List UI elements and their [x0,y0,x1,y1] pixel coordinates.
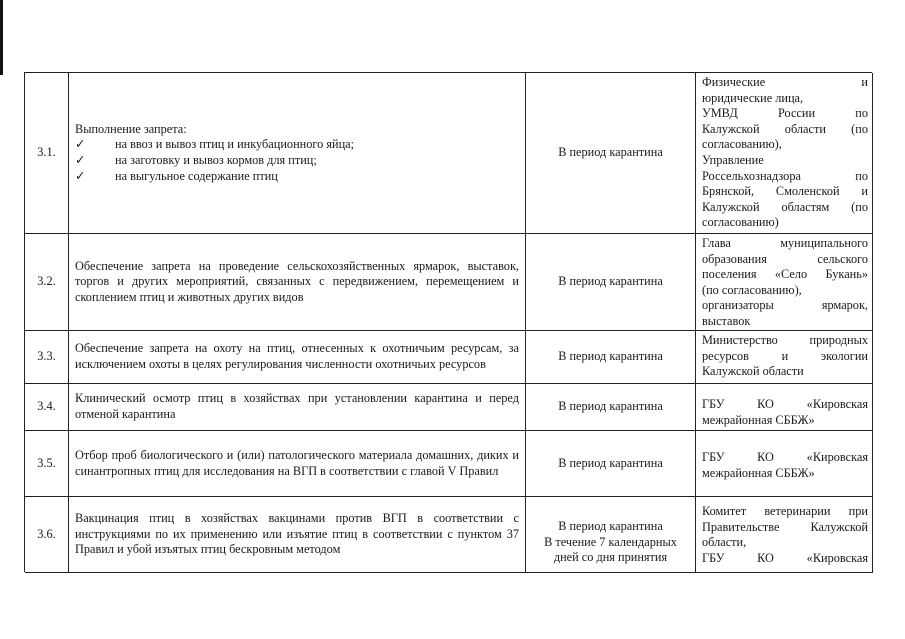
measures-table [24,72,872,572]
row-number: 3.3. [25,331,69,384]
responsible-line: поселения «Село Букань» [702,267,868,282]
responsible-line: ГБУ КО «Кировская [702,550,868,565]
period-cell [526,497,696,573]
row-number: 3.6. [25,497,69,573]
responsible-cell [696,73,873,234]
task-item [75,137,519,153]
period-cell: В период карантина [526,331,696,384]
responsible-line: Министерство природных [702,333,868,347]
task-text: Отбор проб биологического и (или) патологического материала домашних, диких и синантропных птиц для исследования на ВГП в соответствии с главой V Правил [75,447,519,478]
task-item-text: на ввоз и вывоз птиц и инкубационного яйца; [115,137,355,152]
task-text: Вакцинация птиц в хозяйствах вакцинами против ВГП в соответствии с инструкциями по их применению или изъятие птиц в соответствии с пунктом 37 Правил и убой изъятых птиц бескровным методом [75,511,519,557]
responsible-line: Физические и [702,75,868,89]
responsible-line: выставок [702,313,751,328]
responsible-line: Управление [702,152,764,167]
responsible-line: (по согласованию), [702,282,802,297]
responsible-line: Калужской областям (по [702,199,868,214]
responsible-line: ресурсов и экологии [702,348,868,363]
responsible-line: Калужской области [702,364,804,379]
task-cell [69,234,526,331]
row-number: 3.5. [25,431,69,497]
period-cell: В период карантина [526,384,696,431]
responsible-cell [696,234,873,331]
page-edge-mark [0,0,3,75]
responsible-line: Брянской, Смоленской и [702,184,868,199]
responsible-line: области, [702,535,747,550]
task-item [75,169,519,185]
responsible-line: межрайонная СББЖ» [702,465,815,480]
row-number: 3.1. [25,73,69,234]
responsible-line: ГБУ КО «Кировская [702,450,868,464]
period-line: дней со дня принятия [553,550,668,565]
task-item-text: на выгульное содержание птиц [115,168,278,183]
period-cell: В период карантина [526,431,696,497]
task-cell [69,497,526,573]
task-text: Обеспечение запрета на охоту на птиц, отнесенных к охотничьим ресурсам, за исключением охоты в целях регулирования численности охотничьих ресурсов [75,341,519,371]
task-item [75,153,519,169]
task-cell [69,73,526,234]
period-cell: В период карантина [526,73,696,234]
responsible-line: Правительстве Калужской [702,519,868,534]
task-title: Выполнение запрета: [75,121,187,136]
responsible-line: согласованию), [702,137,782,152]
period-cell: В период карантина [526,234,696,331]
task-cell [69,431,526,497]
responsible-line: Глава муниципального [702,236,868,250]
responsible-line: ГБУ КО «Кировская [702,397,868,411]
responsible-cell [696,384,873,431]
responsible-line: УМВД России по [702,106,868,121]
responsible-line: организаторы ярмарок, [702,298,868,313]
task-text: Обеспечение запрета на проведение сельскохозяйственных ярмарок, выставок, торгов и других мероприятий, связанных с передвижением, перемещением и скоплением птиц и животных других видов [75,258,519,304]
task-cell [69,384,526,431]
responsible-line: межрайонная СББЖ» [702,412,815,427]
period-line: В период карантина [558,519,663,533]
task-item-text: на заготовку и вывоз кормов для птиц; [115,153,317,167]
responsible-line: Россельхознадзора по [702,168,868,183]
task-text: Клинический осмотр птиц в хозяйствах при установлении карантина и перед отменой карантина [75,391,519,421]
responsible-cell [696,497,873,573]
responsible-line: Комитет ветеринарии при [702,504,868,518]
responsible-line: образования сельского [702,251,868,266]
responsible-line: Калужской области (по [702,121,868,136]
checkmark-icon: ✓ [75,153,86,167]
period-line: В течение 7 календарных [544,534,677,549]
task-cell [69,331,526,384]
row-number: 3.4. [25,384,69,431]
responsible-line: юридические лица, [702,90,804,105]
row-number: 3.2. [25,234,69,331]
checkmark-icon: ✓ [75,168,86,183]
responsible-cell [696,331,873,384]
responsible-line: согласованию) [702,215,779,230]
responsible-cell [696,431,873,497]
checkmark-icon: ✓ [75,137,86,152]
